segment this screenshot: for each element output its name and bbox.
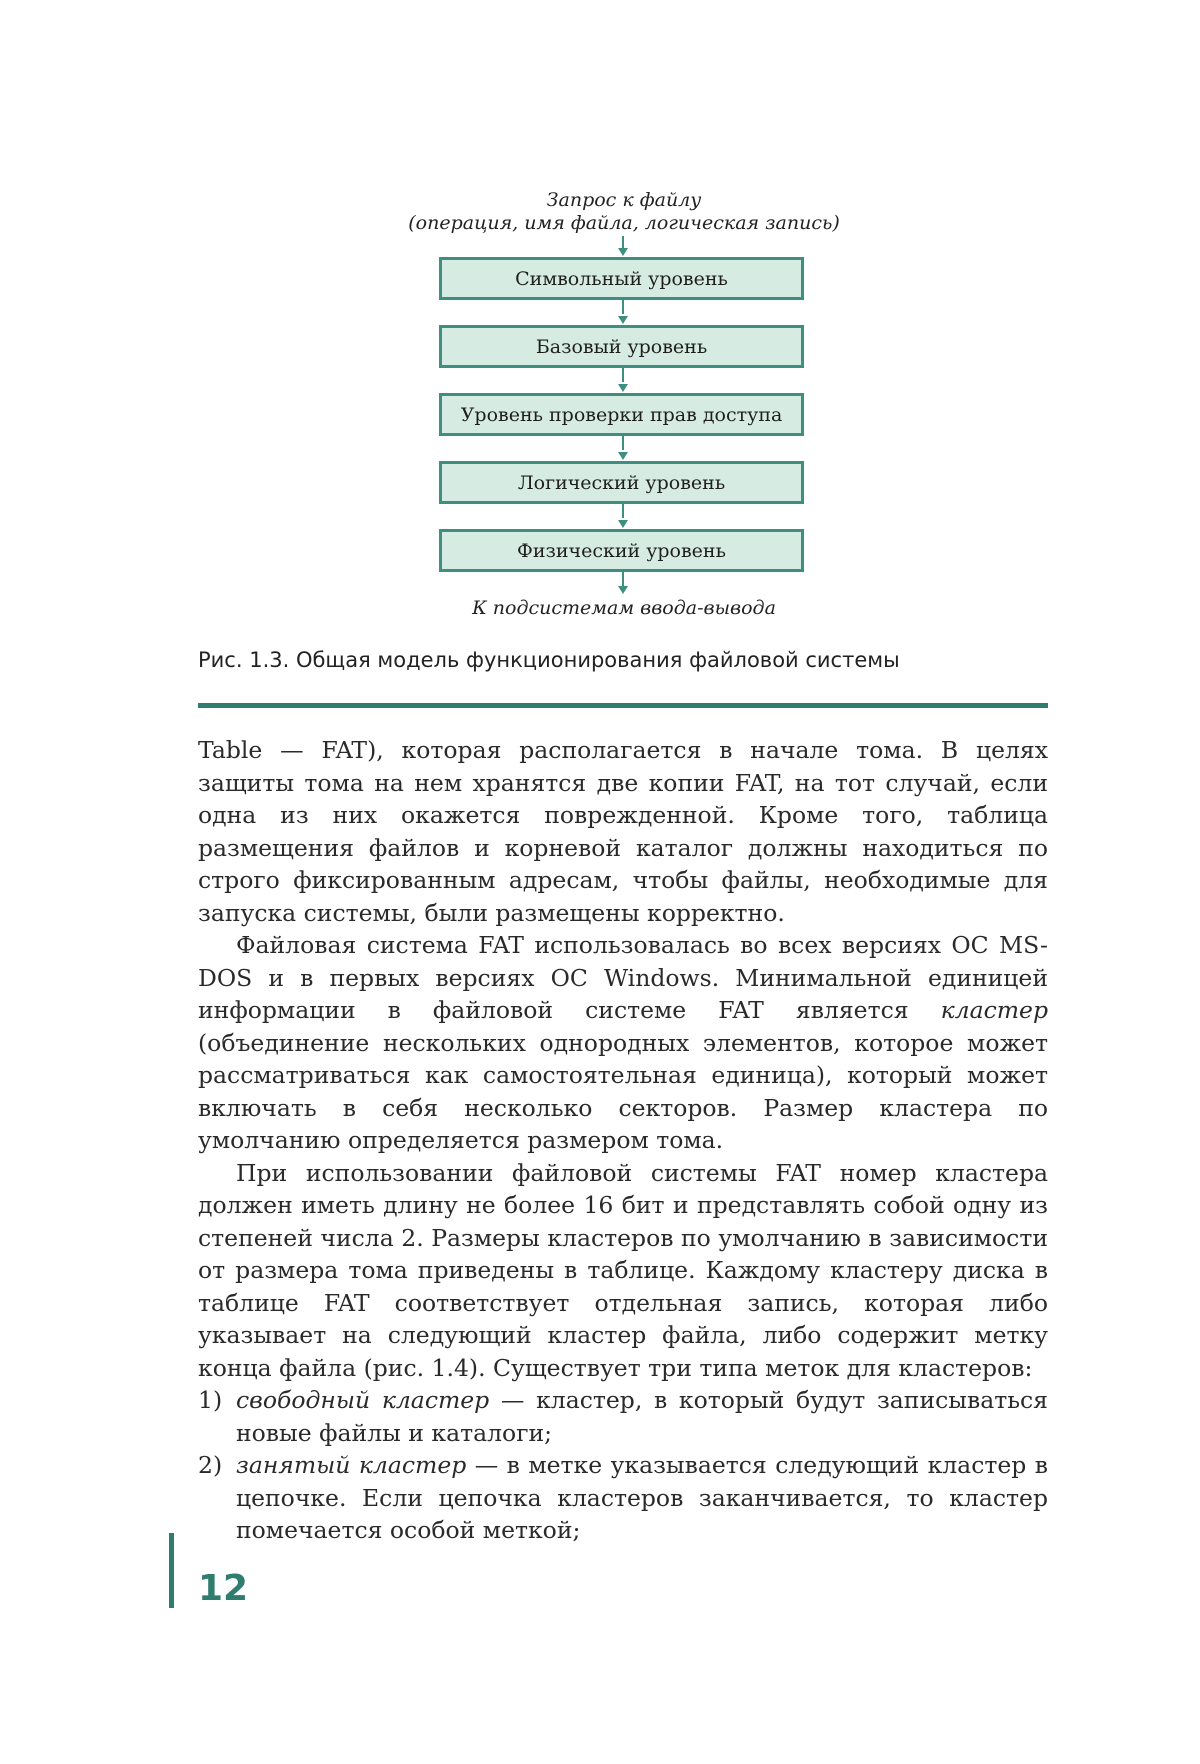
arrow-line	[622, 572, 624, 586]
output-label: К подсистемам ввода-вывода	[472, 597, 776, 619]
list-body	[236, 1449, 1048, 1547]
page-number: 12	[198, 1568, 249, 1609]
text-run: — кластер, в который будут записываться новые файлы и каталоги;	[236, 1386, 1048, 1447]
term-emphasis: кластер	[940, 996, 1048, 1024]
level-box-physical: Физический уровень	[439, 529, 804, 572]
text-run: (объединение нескольких однородных элементов, которое может рассматриваться как самостоятельная единица), который может включать в себя несколько секторов. Размер кластера по умолчанию определяется размером тома.	[198, 1028, 1048, 1154]
list-body	[236, 1384, 1048, 1449]
text-run: — в метке указывается следующий кластер в цепочке. Если цепочка кластеров заканчивается, то кластер помечается особой меткой;	[236, 1451, 1048, 1544]
text-run: Файловая система FAT использовалась во всех версиях ОС MS-DOS и в первых версиях ОС Windows. Минимальной единицей информации в файловой системе FAT является	[198, 931, 1048, 1024]
list-item	[198, 1384, 1048, 1449]
paragraph: Table — FAT), которая располагается в начале тома. В целях защиты тома на нем хранятся две копии FAT, на тот случай, если одна из них окажется поврежденной. Кроме того, таблица размещения файлов и корневой каталог должны находиться по строго фиксированным адресам, чтобы файлы, необходимые для запуска системы, были размещены корректно.	[198, 736, 1048, 927]
file-system-model-diagram	[0, 0, 1200, 640]
level-box-logical: Логический уровень	[439, 461, 804, 504]
page-number-bar	[169, 1533, 174, 1608]
list-number: 2)	[198, 1451, 223, 1479]
level-box-base: Базовый уровень	[439, 325, 804, 368]
level-box-access-rights: Уровень проверки прав доступа	[439, 393, 804, 436]
arrow-line	[622, 436, 624, 450]
arrow-line	[622, 504, 624, 518]
list-item	[198, 1449, 1048, 1547]
input-label-line1: Запрос к файлу	[546, 189, 702, 211]
figure-caption: Рис. 1.3. Общая модель функционирования файловой системы	[198, 648, 900, 672]
input-label-line2: (операция, имя файла, логическая запись)	[408, 212, 840, 234]
term-emphasis: занятый кластер	[236, 1451, 467, 1479]
paragraph: При использовании файловой системы FAT номер кластера должен иметь длину не более 16 бит и представлять собой одну из степеней числа 2. Размеры кластеров по умолчанию в зависимости от размера тома приведены в таблице. Каждому кластеру диска в таблице FAT соответствует отдельная запись, которая либо указывает на следующий кластер файла, либо содержит метку конца файла (рис. 1.4). Существует три типа меток для кластеров:	[198, 1158, 1048, 1382]
section-divider	[198, 703, 1048, 708]
arrow-line	[622, 368, 624, 382]
arrow-line	[622, 300, 624, 314]
paragraph	[198, 929, 1048, 1157]
arrow-head	[618, 248, 628, 256]
list-number: 1)	[198, 1386, 223, 1414]
term-emphasis: свободный кластер	[236, 1386, 490, 1414]
level-box-symbolic: Символьный уровень	[439, 257, 804, 300]
arrow-head	[618, 452, 628, 460]
arrow-head	[618, 520, 628, 528]
arrow-head	[618, 316, 628, 324]
arrow-head	[618, 384, 628, 392]
body-text	[198, 734, 1048, 1547]
arrow-head	[618, 586, 628, 594]
